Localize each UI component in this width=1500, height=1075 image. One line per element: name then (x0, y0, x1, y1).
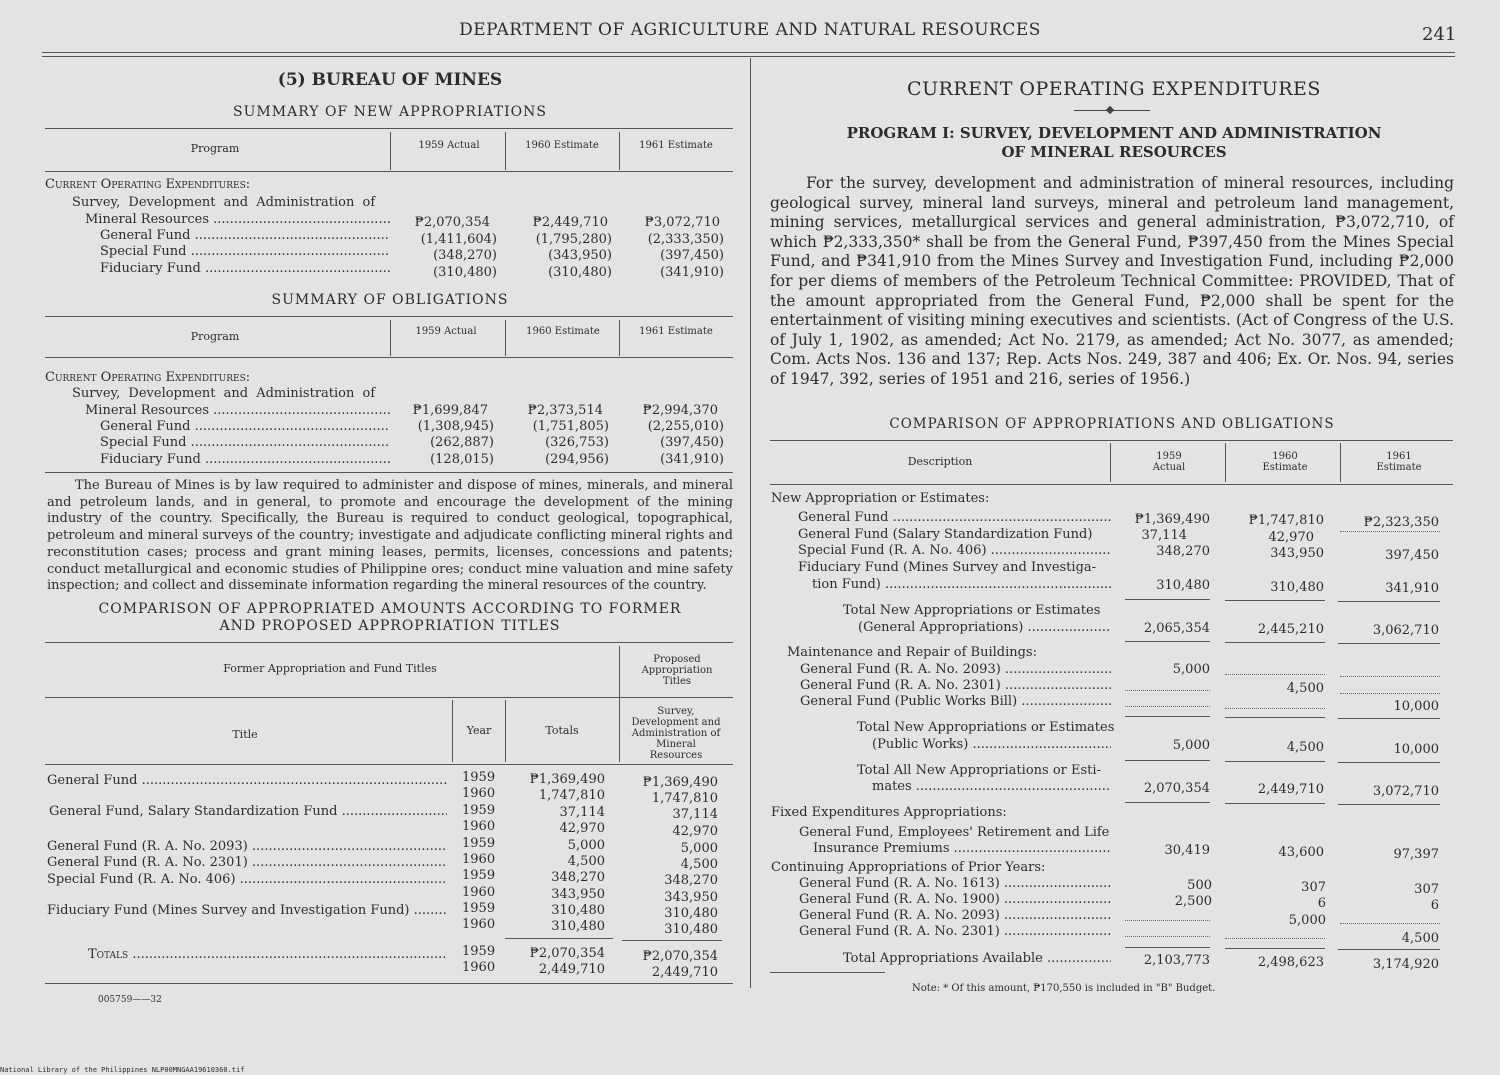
table-row-label: Fiduciary Fund ..... (100, 452, 390, 468)
table-row-label: Insurance Premiums ..... (813, 841, 1111, 857)
header-rule (42, 52, 1455, 53)
print-code: 005759——32 (98, 995, 162, 1005)
comparison-row-total: 310,480 (551, 903, 605, 918)
cell-1961: 97,397 (1393, 847, 1439, 862)
table-rule (390, 320, 391, 356)
table-rule (1110, 443, 1111, 482)
cell-1961: ₱2,323,350 (1363, 515, 1439, 530)
cell-1960: (326,753) (545, 435, 609, 450)
empty-cell (1125, 706, 1210, 707)
sum-rule (1225, 761, 1325, 762)
empty-cell (1125, 690, 1210, 691)
sum-rule (1338, 804, 1440, 805)
totals-proposed: 2,449,710 (651, 965, 718, 980)
cell-1959: 310,480 (1156, 578, 1210, 593)
comparison-row-proposed: 5,000 (680, 841, 718, 856)
cell-1961: (341,910) (660, 452, 724, 467)
program-label: Survey, Development and Administration of (72, 195, 376, 210)
cell-1961: (341,910) (660, 265, 724, 280)
table-rule (390, 132, 391, 170)
cell-1961: (397,450) (660, 435, 724, 450)
table-note: Note: * Of this amount, ₱170,550 is included in "B" Budget. (912, 983, 1216, 994)
comparison-row-title: General Fund, Salary Standardization Fund ..... (49, 804, 447, 820)
cell-1959: 348,270 (1156, 544, 1210, 559)
table-rule (452, 700, 453, 762)
cell-1961: 6 (1430, 898, 1439, 913)
cell-1960: 307 (1301, 880, 1326, 895)
comparison-row-total: 5,000 (567, 838, 605, 853)
empty-cell (1340, 531, 1440, 532)
right-section-title: CURRENT OPERATING EXPENDITURES (907, 78, 1321, 100)
cell-1959: (348,270) (433, 248, 497, 263)
col-header-1961: 1961 Estimate (639, 326, 713, 337)
header-rule-2 (42, 56, 1455, 57)
cell-1960: 2,445,210 (1257, 622, 1324, 637)
col-header-title: Title (232, 728, 258, 741)
comparison-row-title: General Fund ..... (47, 773, 447, 789)
total-rule (505, 938, 613, 939)
comparison-row-year: 1959 (462, 901, 496, 916)
col-header-1959: 1959 Actual (1152, 451, 1186, 473)
cell-1961: (2,255,010) (647, 419, 724, 434)
table-rule (45, 171, 733, 172)
sum-rule (1225, 803, 1325, 804)
col-header-survey: Survey, Development and Administration of Mineral Resources (631, 706, 721, 761)
comparison-row-title: Fiduciary Fund (Mines Survey and Investigation Fund) ..... (47, 903, 447, 919)
cell-1960: 4,500 (1286, 681, 1324, 696)
col-header-1959: 1959 Actual (418, 140, 480, 151)
cell-1960: ₱2,373,514 (527, 403, 603, 418)
cell-1961: 3,174,920 (1372, 957, 1439, 972)
comparison-row-proposed: 348,270 (664, 873, 718, 888)
sum-rule (1125, 947, 1210, 948)
comparison-row-total: ₱1,369,490 (529, 772, 605, 787)
table-rule (45, 983, 733, 984)
table-rule (619, 646, 620, 762)
cell-1960: (294,956) (545, 452, 609, 467)
sum-rule (1338, 949, 1440, 950)
comparison-row-proposed: 42,970 (672, 824, 718, 839)
table-row-label: New Appropriation or Estimates: (771, 491, 990, 506)
cell-1960: (343,950) (548, 248, 612, 263)
comparison-row-proposed: 310,480 (664, 922, 718, 937)
table-rule (45, 697, 733, 698)
table-row-label: Mineral Resources ..... (85, 212, 390, 228)
cell-1959: 5,000 (1172, 662, 1210, 677)
empty-cell (1225, 938, 1325, 939)
cell-1960: ₱2,449,710 (532, 215, 608, 230)
table-rule (45, 642, 733, 643)
empty-cell (1340, 676, 1440, 677)
cell-1961: 3,062,710 (1372, 623, 1439, 638)
sum-rule (1338, 762, 1440, 763)
cell-1961: (2,333,350) (647, 232, 724, 247)
table-rule (505, 320, 506, 356)
table-row-label: General Fund, Employees' Retirement and Life (799, 825, 1110, 840)
sum-rule (1225, 717, 1325, 718)
col-header-1960: 1960 Estimate (526, 326, 600, 337)
comparison-row-total: 4,500 (567, 854, 605, 869)
summary-new-title: SUMMARY OF NEW APPROPRIATIONS (233, 104, 547, 120)
cell-1959: (1,411,604) (420, 232, 497, 247)
ornament-diamond-icon (1106, 106, 1114, 114)
table-rule (45, 764, 733, 765)
sum-rule (1338, 718, 1440, 719)
comparison-title-line2: AND PROPOSED APPROPRIATION TITLES (219, 618, 561, 634)
program-label: Survey, Development and Administration of (72, 386, 376, 401)
bureau-description: The Bureau of Mines is by law required to administer and dispose of mines, minerals, and mineral and petroleum lands, and in general, to promote and encourage the development of the mining industry of the country. Specifically, the Bureau is required to conduct geological, topographical, petroleum and mineral surveys of the country; investigate and adjudicate conflicting mineral rights and reconstitution cases; process and grant mining leases, permits, licenses, concessions and patents; conduct metallurgical and economic studies of Philippine ores; conduct mine valuation and mine safety inspection; and collect and disseminate information regarding the mineral resources of the country. (47, 478, 733, 594)
cell-1959: ₱1,699,847 (412, 403, 488, 418)
cell-1959: (1,308,945) (417, 419, 494, 434)
sum-rule (1338, 643, 1440, 644)
comparison-row-total: 42,970 (559, 821, 605, 836)
comparison-title-line1: COMPARISON OF APPROPRIATED AMOUNTS ACCORDING TO FORMER (98, 601, 682, 617)
total-rule (622, 940, 722, 941)
cell-1961: ₱3,072,710 (644, 215, 720, 230)
cell-1960: (310,480) (548, 265, 612, 280)
table-rule (45, 472, 733, 473)
table-row-label: General Fund (R. A. No. 2093) ..... (799, 908, 1111, 924)
col-header-1960: 1960 Estimate (1262, 451, 1308, 473)
cell-1959: (128,015) (430, 452, 494, 467)
table-row-label: General Fund (R. A. No. 2301) ..... (799, 924, 1111, 940)
comparison-row-year: 1960 (462, 885, 496, 900)
comparison-row-proposed: ₱1,369,490 (642, 775, 718, 790)
empty-cell (1225, 708, 1325, 709)
sum-rule (1225, 948, 1325, 949)
comparison-row-proposed: 343,950 (664, 890, 718, 905)
cell-1961: 397,450 (1385, 548, 1439, 563)
col-header-1959: 1959 Actual (415, 326, 477, 337)
cell-1959: (310,480) (433, 265, 497, 280)
cell-1961: 3,072,710 (1372, 784, 1439, 799)
cell-1961: ₱2,994,370 (642, 403, 718, 418)
table-row-label: Fiduciary Fund ..... (100, 261, 390, 277)
col-header-1961: 1961 Estimate (1376, 451, 1422, 473)
table-row-label: General Fund (R. A. No. 1900) ..... (799, 892, 1111, 908)
summary-obligations-title: SUMMARY OF OBLIGATIONS (271, 292, 509, 308)
table-rule (1340, 443, 1341, 482)
note-rule (770, 972, 885, 973)
cell-1961: 10,000 (1393, 699, 1439, 714)
bureau-title: (5) BUREAU OF MINES (277, 70, 503, 90)
table-row-label: Total Appropriations Available ..... (843, 951, 1111, 967)
totals-total: ₱2,070,354 (529, 946, 605, 961)
totals-proposed: ₱2,070,354 (642, 949, 718, 964)
cell-1961: 10,000 (1393, 742, 1439, 757)
cell-1959: 30,419 (1164, 843, 1210, 858)
sum-rule (1125, 802, 1210, 803)
sum-rule (1125, 760, 1210, 761)
scan-footer: National Library of the Philippines NLP00MNGAA19610360.tif (0, 1066, 245, 1074)
comparison-row-year: 1959 (462, 770, 496, 785)
section-label: Current Operating Expenditures: (45, 370, 251, 385)
program-title-line1: PROGRAM I: SURVEY, DEVELOPMENT AND ADMINISTRATION (846, 124, 1382, 142)
comparison-row-proposed: 37,114 (672, 807, 718, 822)
comparison-row-proposed: 310,480 (664, 906, 718, 921)
table-rule (45, 357, 733, 358)
table-row-label: Special Fund ..... (100, 435, 390, 451)
table-rule (770, 440, 1453, 441)
comparison-row-year: 1959 (462, 836, 496, 851)
cell-1959: 2,103,773 (1143, 953, 1210, 968)
table-row-label: Fixed Expenditures Appropriations: (771, 805, 1007, 820)
comparison-row-total: 37,114 (559, 805, 605, 820)
table-row-label: Maintenance and Repair of Buildings: (787, 645, 1037, 660)
table-row-label: General Fund (R. A. No. 2093) ..... (800, 662, 1111, 678)
cell-1960: ₱1,747,810 (1248, 513, 1324, 528)
sum-rule (1125, 641, 1210, 642)
col-header-1961: 1961 Estimate (639, 140, 713, 151)
comparison-row-total: 343,950 (551, 887, 605, 902)
table-rule (505, 132, 506, 170)
comparison-row-year: 1960 (462, 819, 496, 834)
program-description: For the survey, development and administration of mineral resources, including geological survey, mineral land surveys, mineral and petroleum land management, mining services, metallurgical services and general administration, ₱3,072,710, of which ₱2,333,350* shall be from the General Fund, ₱397,450 from the Mines Special Fund, and ₱341,910 from the Mines Survey and Investigation Fund, including ₱2,000 for per diems of members of the Petroleum Technical Committee: PROVIDED, That of the amount appropriated from the General Fund, ₱2,000 shall be spent for the entertainment of visiting mining executives and scientists. (Act of Congress of the U.S. of July 1, 1902, as amended; Act No. 2179, as amended; Act No. 3077, as amended; Com. Acts Nos. 136 and 137; Rep. Acts Nos. 249, 387 and 406; Ex. Or. Nos. 94, series of 1947, 392, series of 1951 and 216, series of 1956.) (770, 174, 1454, 388)
comparison-approps-title: COMPARISON OF APPROPRIATIONS AND OBLIGATIONS (889, 416, 1335, 432)
comparison-row-title: General Fund (R. A. No. 2301) ..... (47, 855, 447, 871)
cell-1960: 4,500 (1286, 740, 1324, 755)
comparison-row-proposed: 1,747,810 (651, 791, 718, 806)
table-rule (45, 316, 733, 317)
comparison-row-proposed: 4,500 (680, 857, 718, 872)
empty-cell (1340, 693, 1440, 694)
comparison-row-title: Special Fund (R. A. No. 406) ..... (47, 872, 447, 888)
cell-1959: 37,114 (1141, 528, 1187, 543)
comparison-row-total: 1,747,810 (538, 788, 605, 803)
table-row-label: mates ..... (872, 779, 1111, 795)
col-header-proposed: Proposed Appropriation Titles (641, 654, 713, 687)
cell-1959: 2,500 (1174, 894, 1212, 909)
cell-1960: 42,970 (1268, 530, 1314, 545)
table-row-label: Total New Appropriations or Estimates (857, 720, 1115, 735)
comparison-row-year: 1960 (462, 786, 496, 801)
program-title-line2: OF MINERAL RESOURCES (1001, 143, 1227, 161)
cell-1961: 307 (1414, 882, 1439, 897)
cell-1959: ₱1,369,490 (1134, 512, 1210, 527)
sum-rule (1338, 601, 1440, 602)
table-row-label: General Fund (Salary Standardization Fund) (798, 527, 1093, 542)
table-rule (619, 132, 620, 170)
cell-1959: 2,065,354 (1143, 621, 1210, 636)
table-row-label: Total New Appropriations or Estimates (843, 603, 1101, 618)
col-header-description: Description (907, 455, 973, 468)
table-row-label: General Fund ..... (100, 419, 390, 435)
cell-1960: (1,795,280) (535, 232, 612, 247)
col-header-program: Program (190, 330, 240, 343)
cell-1960: 6 (1317, 896, 1326, 911)
totals-label: Totals ..... (88, 947, 447, 963)
col-header-1960: 1960 Estimate (525, 140, 599, 151)
cell-1959: ₱2,070,354 (414, 215, 490, 230)
cell-1960: (1,751,805) (532, 419, 609, 434)
table-row-label: Total All New Appropriations or Esti- (857, 763, 1101, 778)
cell-1960: 310,480 (1270, 580, 1324, 595)
cell-1959: (262,887) (430, 435, 494, 450)
comparison-row-year: 1960 (462, 917, 496, 932)
table-row-label: Special Fund ..... (100, 244, 390, 260)
cell-1961: 341,910 (1385, 581, 1439, 596)
table-row-label: Fiduciary Fund (Mines Survey and Investiga- (798, 560, 1097, 575)
totals-year: 1960 (462, 960, 496, 975)
table-row-label: (General Appropriations) ..... (858, 620, 1111, 636)
cell-1960: 5,000 (1288, 913, 1326, 928)
table-row-label: Special Fund (R. A. No. 406) ..... (798, 543, 1111, 559)
table-row-label: Continuing Appropriations of Prior Years: (771, 860, 1046, 875)
table-rule (770, 484, 1453, 485)
comparison-row-year: 1959 (462, 803, 496, 818)
table-rule (1225, 443, 1226, 482)
cell-1961: 4,500 (1401, 931, 1439, 946)
sum-rule (1125, 599, 1210, 600)
comparison-row-year: 1959 (462, 868, 496, 883)
empty-cell (1225, 674, 1325, 675)
column-divider (750, 58, 751, 988)
cell-1960: 2,449,710 (1257, 782, 1324, 797)
cell-1960: 2,498,623 (1257, 955, 1324, 970)
table-row-label: General Fund (R. A. No. 1613) ..... (799, 876, 1111, 892)
empty-cell (1340, 923, 1440, 924)
empty-cell (1125, 920, 1210, 921)
totals-year: 1959 (462, 944, 496, 959)
totals-total: 2,449,710 (538, 962, 605, 977)
col-header-totals: Totals (545, 724, 579, 737)
comparison-row-title: General Fund (R. A. No. 2093) ..... (47, 839, 447, 855)
sum-rule (1225, 600, 1325, 601)
col-header-former: Former Appropriation and Fund Titles (223, 662, 437, 675)
table-rule (619, 320, 620, 356)
comparison-row-total: 348,270 (551, 870, 605, 885)
comparison-row-total: 310,480 (551, 919, 605, 934)
section-label: Current Operating Expenditures: (45, 177, 251, 192)
col-header-year: Year (466, 724, 492, 737)
table-rule (505, 700, 506, 762)
page-header-title: DEPARTMENT OF AGRICULTURE AND NATURAL RESOURCES (459, 20, 1041, 40)
table-row-label: tion Fund) ..... (812, 577, 1111, 593)
cell-1961: (397,450) (660, 248, 724, 263)
comparison-row-year: 1960 (462, 852, 496, 867)
cell-1959: 2,070,354 (1143, 781, 1210, 796)
cell-1959: 500 (1187, 878, 1212, 893)
table-rule (45, 128, 733, 129)
table-row-label: General Fund ..... (798, 510, 1111, 526)
cell-1959: 5,000 (1172, 738, 1210, 753)
empty-cell (1125, 936, 1210, 937)
sum-rule (1225, 642, 1325, 643)
col-header-program: Program (190, 142, 240, 155)
page-number: 241 (1422, 24, 1457, 45)
table-row-label: (Public Works) ..... (872, 737, 1111, 753)
table-row-label: General Fund ..... (100, 228, 390, 244)
table-row-label: Mineral Resources ..... (85, 403, 390, 419)
table-row-label: General Fund (R. A. No. 2301) ..... (800, 678, 1111, 694)
cell-1960: 343,950 (1270, 546, 1324, 561)
sum-rule (1125, 716, 1210, 717)
table-row-label: General Fund (Public Works Bill) ..... (800, 694, 1111, 710)
cell-1960: 43,600 (1278, 845, 1324, 860)
